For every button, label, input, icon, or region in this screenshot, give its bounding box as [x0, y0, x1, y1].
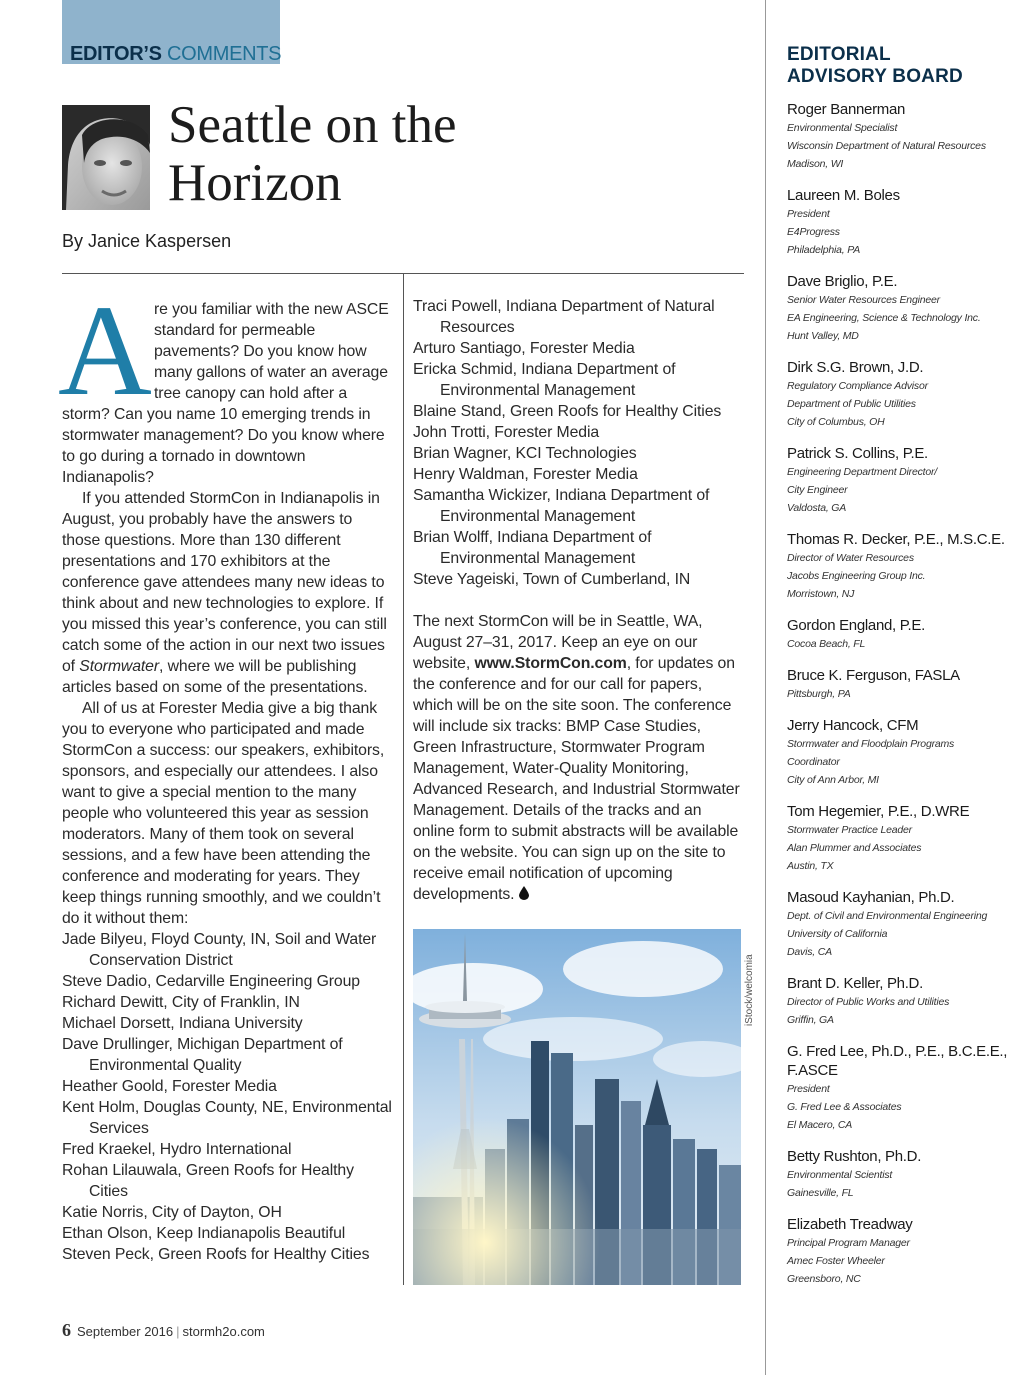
member-name: Dave Briglio, P.E.	[787, 273, 898, 290]
paragraph-seattle: The next StormCon will be in Seattle, WA, August 27–31, 2017. Keep an eye on our website, www.StormCon.com, for updates on the conference and for our call for papers, which will be on the site soon. The conference will include six tracks: BMP Case Studies, Green Infrastructure, Stormwater Program Management, Water-Quality Monitoring, Advanced Research, and Industrial Stormwater Management. Details of the tracks and an online form to submit abstracts will be available on the website. You can sign up on the site to receive email notification of upcoming developments.	[413, 613, 740, 903]
member-name: Bruce K. Ferguson, FASLA	[787, 667, 960, 684]
member-detail: City of Ann Arbor, MI	[787, 774, 879, 786]
article-title: Seattle on the Horizon	[168, 96, 457, 212]
board-member	[787, 888, 1017, 961]
column-divider	[403, 273, 404, 1285]
list-item: Kent Holm, Douglas County, NE, Environmental Services	[62, 1099, 392, 1137]
member-detail: President	[787, 208, 830, 220]
board-title: EDITORIAL ADVISORY BOARD	[787, 44, 963, 87]
member-detail: Pittsburgh, PA	[787, 688, 851, 700]
member-detail: Senior Water Resources Engineer	[787, 294, 940, 306]
list-item: Blaine Stand, Green Roofs for Healthy Cities	[413, 403, 722, 420]
list-item: Richard Dewitt, City of Franklin, IN	[62, 994, 300, 1011]
member-name: Masoud Kayhanian, Ph.D.	[787, 889, 955, 906]
member-detail: Madison, WI	[787, 158, 844, 170]
board-member	[787, 1215, 1017, 1288]
board-member	[787, 974, 1017, 1029]
member-name: Laureen M. Boles	[787, 187, 900, 204]
page-footer	[62, 1320, 265, 1341]
list-item: Dave Drullinger, Michigan Department of Environmental Quality	[62, 1036, 343, 1074]
member-name: G. Fred Lee, Ph.D., P.E., B.C.E.E., F.ASCE	[787, 1043, 1008, 1079]
board-member	[787, 716, 1017, 789]
seattle-skyline-photo	[413, 929, 741, 1285]
footer-separator: |	[176, 1324, 180, 1339]
member-detail: Gainesville, FL	[787, 1187, 854, 1199]
moderator-list-2	[413, 296, 743, 590]
paragraph-gap	[413, 590, 743, 611]
member-name: Brant D. Keller, Ph.D.	[787, 975, 923, 992]
list-item: Samantha Wickizer, Indiana Department of Environmental Management	[413, 487, 710, 525]
byline: By Janice Kaspersen	[62, 231, 232, 251]
member-detail: Griffin, GA	[787, 1014, 834, 1026]
list-item: Rohan Lilauwala, Green Roofs for Healthy Cities	[62, 1162, 354, 1200]
member-detail: Principal Program Manager	[787, 1237, 910, 1249]
moderator-list-1	[62, 929, 392, 1265]
member-detail: Stormwater Practice Leader	[787, 824, 912, 836]
water-drop-icon	[519, 886, 529, 900]
list-item: Jade Bilyeu, Floyd County, IN, Soil and Water Conservation District	[62, 931, 377, 969]
member-detail: Engineering Department Director/	[787, 466, 938, 478]
list-item: Ethan Olson, Keep Indianapolis Beautiful	[62, 1225, 346, 1242]
paragraph-intro: re you familiar with the new ASCE standard for permeable pavements? Do you know how many gallons of water an average tree canopy can hold after a storm? Can you name 10 emerging trends in stormwater management? Do you know where to go during a tornado in downtown Indianapolis?	[62, 301, 389, 486]
list-item: Steven Peck, Green Roofs for Healthy Cities	[62, 1246, 370, 1263]
member-detail: Amec Foster Wheeler	[787, 1255, 885, 1267]
member-detail: Hunt Valley, MD	[787, 330, 859, 342]
member-detail: Alan Plummer and Associates	[787, 842, 922, 854]
board-member-list	[787, 100, 1017, 1288]
drop-cap: A	[58, 279, 152, 423]
author-headshot	[62, 105, 150, 210]
list-item: Brian Wagner, KCI Technologies	[413, 445, 637, 462]
member-detail: Greensboro, NC	[787, 1273, 861, 1285]
sidebar-border	[765, 0, 766, 1375]
board-member	[787, 100, 1017, 173]
list-item: Heather Goold, Forester Media	[62, 1078, 277, 1095]
member-detail: Environmental Specialist	[787, 122, 898, 134]
page-number: 6	[62, 1320, 71, 1340]
board-member	[787, 1147, 1017, 1202]
member-detail: EA Engineering, Science & Technology Inc.	[787, 312, 981, 324]
board-member	[787, 616, 1017, 653]
list-item: Steve Dadio, Cedarville Engineering Group	[62, 973, 360, 990]
member-detail: University of California	[787, 928, 888, 940]
list-item: Fred Kraekel, Hydro International	[62, 1141, 292, 1158]
board-member	[787, 802, 1017, 875]
list-item: Arturo Santiago, Forester Media	[413, 340, 635, 357]
board-member	[787, 530, 1017, 603]
member-detail: City Engineer	[787, 484, 848, 496]
member-name: Roger Bannerman	[787, 101, 906, 118]
board-member	[787, 444, 1017, 517]
board-member	[787, 1042, 1017, 1134]
list-item: Katie Norris, City of Dayton, OH	[62, 1204, 282, 1221]
section-tab	[62, 0, 280, 64]
member-detail: Department of Public Utilities	[787, 398, 916, 410]
member-detail: Davis, CA	[787, 946, 832, 958]
board-member	[787, 358, 1017, 431]
list-item: Brian Wolff, Indiana Department of Environmental Management	[413, 529, 652, 567]
member-detail: Cocoa Beach, FL	[787, 638, 866, 650]
member-detail: E4Progress	[787, 226, 840, 238]
member-detail: Jacobs Engineering Group Inc.	[787, 570, 926, 582]
member-detail: City of Columbus, OH	[787, 416, 885, 428]
member-detail: Regulatory Compliance Advisor	[787, 380, 928, 392]
member-detail: Environmental Scientist	[787, 1169, 893, 1181]
member-name: Dirk S.G. Brown, J.D.	[787, 359, 924, 376]
article-column-2	[413, 296, 743, 905]
site-name: stormh2o.com	[182, 1324, 265, 1339]
editorial-board-sidebar	[787, 44, 1017, 1301]
member-detail: President	[787, 1083, 830, 1095]
member-detail: Austin, TX	[787, 860, 834, 872]
list-item: Steve Yageiski, Town of Cumberland, IN	[413, 571, 691, 588]
photo-credit: iStock/welcomia	[744, 954, 755, 1026]
stormcon-link[interactable]: www.StormCon.com	[474, 655, 627, 672]
section-label: EDITOR’S COMMENTS	[70, 43, 282, 65]
list-item: Michael Dorsett, Indiana University	[62, 1015, 303, 1032]
article-column-1	[58, 279, 392, 1265]
member-detail: Valdosta, GA	[787, 502, 847, 514]
member-detail: Dept. of Civil and Environmental Engineering	[787, 910, 988, 922]
list-item: Ericka Schmid, Indiana Department of Environmental Management	[413, 361, 676, 399]
member-detail: Director of Water Resources	[787, 552, 914, 564]
member-name: Patrick S. Collins, P.E.	[787, 445, 928, 462]
list-item: Traci Powell, Indiana Department of Natural Resources	[413, 298, 715, 336]
member-detail: El Macero, CA	[787, 1119, 853, 1131]
member-name: Betty Rushton, Ph.D.	[787, 1148, 922, 1165]
member-name: Gordon England, P.E.	[787, 617, 925, 634]
member-detail: Stormwater and Floodplain Programs	[787, 738, 955, 750]
member-detail: Morristown, NJ	[787, 588, 855, 600]
board-member	[787, 272, 1017, 345]
member-detail: Wisconsin Department of Natural Resources	[787, 140, 986, 152]
member-name: Thomas R. Decker, P.E., M.S.C.E.	[787, 531, 1005, 548]
member-name: Jerry Hancock, CFM	[787, 717, 919, 734]
board-member	[787, 186, 1017, 259]
member-detail: Director of Public Works and Utilities	[787, 996, 950, 1008]
list-item: Henry Waldman, Forester Media	[413, 466, 638, 483]
list-item: John Trotti, Forester Media	[413, 424, 600, 441]
issue-date: September 2016	[77, 1324, 174, 1339]
member-name: Elizabeth Treadway	[787, 1216, 913, 1233]
member-detail: G. Fred Lee & Associates	[787, 1101, 902, 1113]
board-member	[787, 666, 1017, 703]
paragraph-stormcon: If you attended StormCon in Indianapolis in August, you probably have the answers to those questions. More than 130 different presentations and 170 exhibitors at the conference gave attendees many new ideas to think about and new technologies to explore. If you missed this year’s conference, you can still catch some of the action in our next two issues of Stormwater, where we will be publishing articles based on some of the presentations.	[62, 490, 387, 696]
member-detail: Philadelphia, PA	[787, 244, 861, 256]
member-name: Tom Hegemier, P.E., D.WRE	[787, 803, 970, 820]
member-detail: Coordinator	[787, 756, 840, 768]
paragraph-thanks: All of us at Forester Media give a big thank you to everyone who participated and made StormCon a success: our speakers, exhibitors, sponsors, and especially our attendees. I also want to give a special mention to the many people who volunteered this year as session moderators. Many of them took on several sessions, and a few have been attending the conference and moderating for years. They keep things running smoothly, and we couldn’t do it without them:	[62, 700, 385, 927]
